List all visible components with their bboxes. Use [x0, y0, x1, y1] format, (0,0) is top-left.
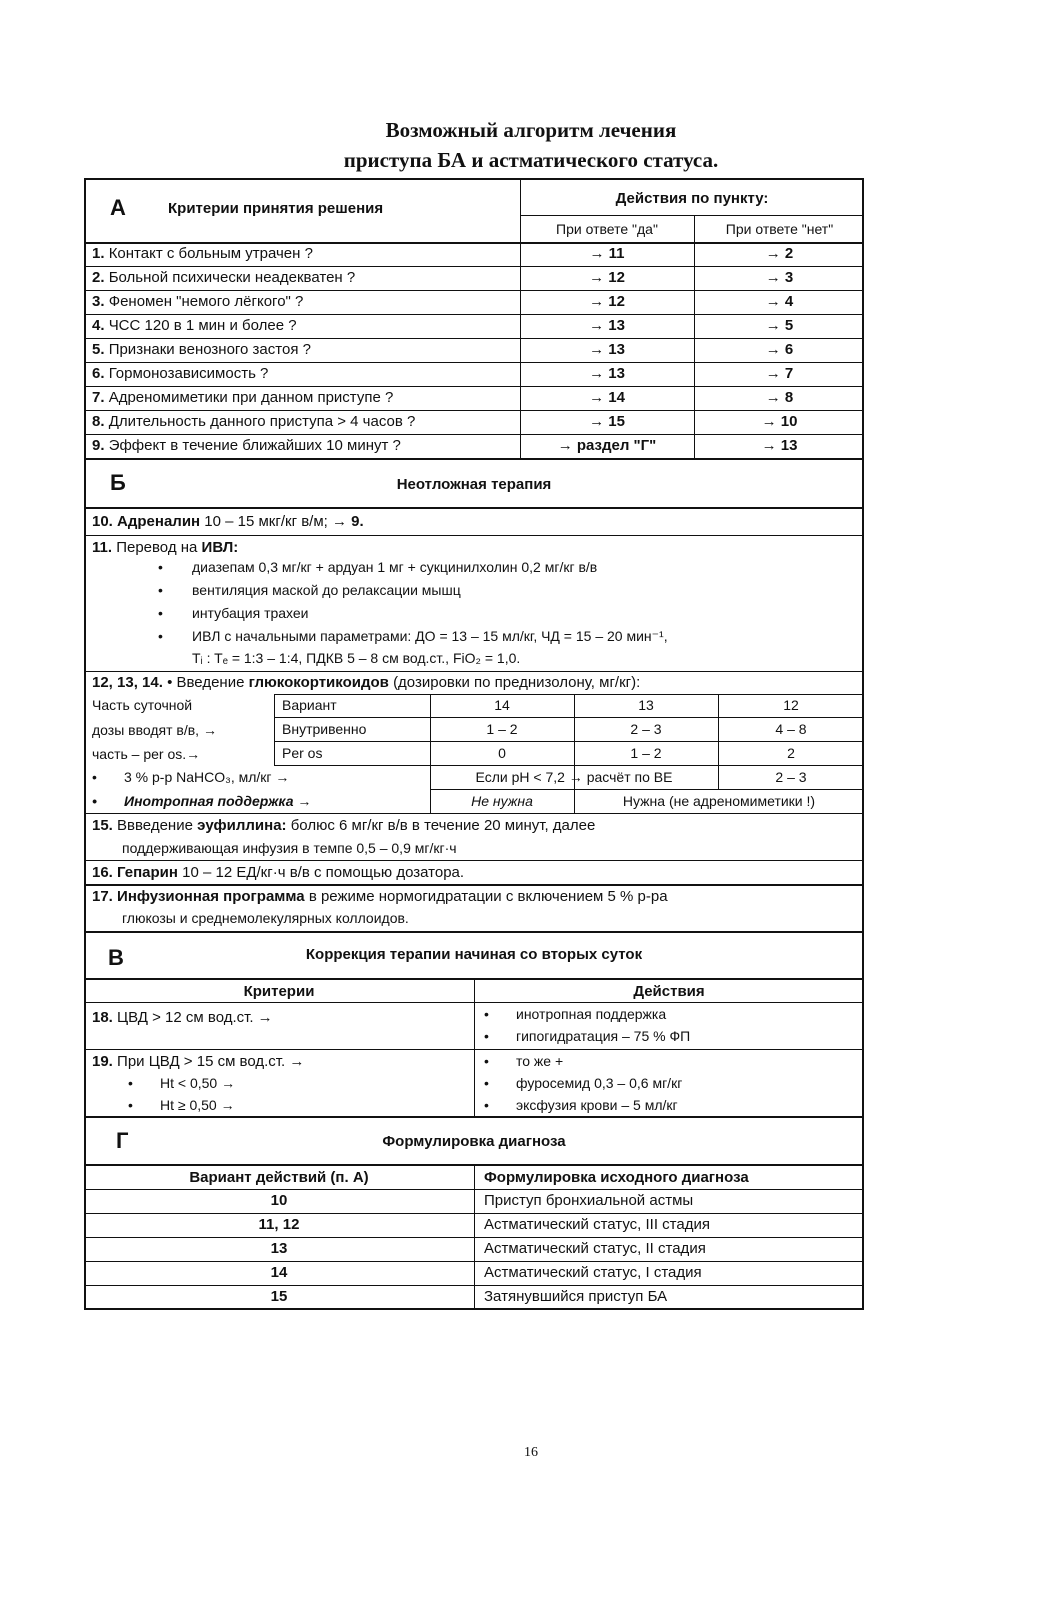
criterion-num: 9. [92, 437, 105, 454]
item-10-num: 10. [92, 513, 113, 530]
row-divider [84, 1285, 864, 1286]
item-10-drug: Адреналин [117, 513, 201, 530]
row-divider [84, 266, 864, 267]
item-11-num: 11. [92, 539, 113, 556]
section-v-heading: Коррекция терапии начиная со вторых суток [305, 946, 643, 963]
item-15-pre: Ввведение [117, 817, 193, 834]
dose-cell: 2 – 3 [630, 721, 662, 737]
title-line-2: приступа БА и астматического статуса. [343, 148, 719, 172]
section-a-letter: А [110, 195, 126, 220]
side-label-3: часть – per os.→ [92, 746, 201, 762]
no-action: → 10 [761, 413, 798, 430]
dose-cell: Per os [282, 745, 323, 761]
row-divider [84, 290, 864, 291]
variant-col-header: Вариант действий (п. А) [189, 1169, 369, 1186]
variant-cell: 11, 12 [258, 1216, 300, 1233]
ivl-step: диазепам 0,3 мг/кг + ардуан 1 мг + сукцинилхолин 0,2 мг/кг в/в [192, 559, 598, 575]
no-action: → 2 [765, 245, 794, 262]
diagnosis-cell: Затянувшийся приступ БА [484, 1288, 668, 1305]
criterion-num: 7. [92, 389, 105, 406]
side-label-1: Часть суточной [92, 697, 193, 713]
item-11-bold: ИВЛ: [201, 539, 239, 556]
criterion-text: Длительность данного приступа > 4 часов ? [108, 413, 416, 430]
item-16 [92, 864, 464, 881]
item-17 [92, 888, 668, 905]
yes-action: → 13 [589, 317, 625, 334]
bullet-icon: • [484, 1006, 489, 1022]
dose-cell: 1 – 2 [486, 721, 518, 737]
row-divider [84, 1237, 864, 1238]
no-action: → 5 [765, 317, 794, 334]
section-g-heading: Формулировка диагноза [382, 1133, 566, 1150]
criterion-row [92, 389, 393, 406]
inotrope-no: Не нужна [471, 793, 533, 809]
no-action: → 8 [765, 389, 794, 406]
criterion-row [92, 365, 268, 382]
item-11-text: Перевод на [116, 539, 198, 556]
soda-label [124, 769, 289, 785]
item-15-num: 15. [92, 817, 113, 834]
title-line-1: Возможный алгоритм лечения [385, 118, 677, 142]
criterion-row [92, 245, 313, 262]
criterion-text: Признаки венозного застоя ? [108, 341, 311, 358]
glucocorticoid-line [92, 674, 640, 691]
item-17-continuation: глюкозы и среднемолекулярных коллоидов. [122, 910, 409, 926]
item-15-continuation: поддерживающая инфузия в темпе 0,5 – 0,9 мг/кг·ч [122, 840, 457, 856]
variant-cell: 10 [270, 1192, 288, 1209]
criterion-text: Адреномиметики при данном приступе ? [108, 389, 394, 406]
yes-action: → 15 [589, 413, 625, 430]
section-g-letter: Г [116, 1128, 129, 1153]
variant-cell: 15 [270, 1288, 288, 1305]
bullet-icon: • [158, 628, 163, 644]
criterion-row [92, 341, 311, 358]
bullet-icon: • [128, 1097, 133, 1113]
bullet-icon: • [158, 559, 163, 575]
criterion-num: 1. [92, 245, 105, 262]
row-divider [84, 1213, 864, 1214]
variant-cell: 14 [270, 1264, 288, 1281]
inotrope-label [124, 793, 311, 809]
criterion-row [92, 317, 297, 334]
bullet-icon: • [128, 1075, 133, 1091]
item-16-text: 10 – 12 ЕД/кг·ч в/в с помощью дозатора. [182, 864, 465, 881]
criterion-text: Больной психически неадекватен ? [108, 269, 356, 286]
gc-post: (дозировки по преднизолону, мг/кг): [393, 674, 641, 691]
no-header: При ответе "нет" [725, 221, 834, 237]
variant-cell: 13 [270, 1240, 288, 1257]
no-action: → 6 [765, 341, 794, 358]
row-divider [84, 338, 864, 339]
row-divider [84, 386, 864, 387]
item-16-bold: Гепарин [117, 864, 178, 881]
row-divider [84, 362, 864, 363]
bullet-icon: • [158, 605, 163, 621]
item-11 [92, 539, 238, 556]
item-10-ref: 9. [351, 513, 364, 530]
row-divider [84, 410, 864, 411]
item-15-bold: эуфиллина: [197, 817, 287, 834]
gc-bold: глюкокортикоидов [248, 674, 389, 691]
dose-cell: 13 [638, 697, 654, 713]
item-10-text: 10 – 15 мкг/кг в/м; → [204, 513, 347, 530]
soda-label-text: 3 % р-р NaHCO₃, мл/кг → [124, 769, 290, 785]
bullet-icon: • [484, 1053, 489, 1069]
bullet-icon: • [484, 1028, 489, 1044]
action-item: эксфузия крови – 5 мл/кг [516, 1097, 678, 1113]
dose-cell: 0 [498, 745, 506, 761]
dose-cell: 2 [787, 745, 795, 761]
criterion-num: 4. [92, 317, 105, 334]
yes-action: → 11 [589, 245, 625, 262]
item-18-text: ЦВД > 12 см вод.ст. → [117, 1009, 273, 1026]
criterion-row [92, 293, 303, 310]
criterion-text: Феномен "немого лёгкого" ? [108, 293, 304, 310]
criterion-num: 3. [92, 293, 105, 310]
criterion-num: 2. [92, 269, 105, 286]
hematocrit-criterion: Ht < 0,50 → [160, 1075, 236, 1091]
row-divider [84, 434, 864, 435]
action-item: инотропная поддержка [516, 1006, 667, 1022]
diagnosis-cell: Приступ бронхиальной астмы [484, 1192, 694, 1209]
action-item: то же + [516, 1053, 564, 1069]
item-17-text: в режиме нормогидратации с включением 5 % р-ра [308, 888, 668, 905]
criterion-num: 6. [92, 365, 105, 382]
criterion-num: 8. [92, 413, 105, 430]
criterion-text: Гормонозависимость ? [108, 365, 269, 382]
section-b-heading: Неотложная терапия [396, 476, 552, 493]
hematocrit-criterion: Ht ≥ 0,50 → [160, 1097, 235, 1113]
gc-num: 12, 13, 14. [92, 674, 163, 691]
bullet-icon: • [484, 1097, 489, 1113]
criterion-text: ЧСС 120 в 1 мин и более ? [108, 317, 297, 334]
inotrope-label-text: Инотропная поддержка → [124, 793, 312, 809]
diagnosis-cell: Астматический статус, II стадия [484, 1240, 706, 1257]
criterion-num: 5. [92, 341, 105, 358]
yes-action: → 13 [589, 341, 625, 358]
dose-cell: 14 [494, 697, 510, 713]
diagnosis-col-header: Формулировка исходного диагноза [484, 1169, 749, 1186]
action-item: фуросемид 0,3 – 0,6 мг/кг [516, 1075, 683, 1091]
yes-action: → 13 [589, 365, 625, 382]
criteria-header: Критерии принятия решения [168, 200, 384, 217]
dose-cell: Вариант [282, 697, 337, 713]
yes-action: → раздел "Г" [557, 437, 657, 454]
dose-cell: 12 [783, 697, 799, 713]
section-b-letter: Б [110, 470, 126, 495]
bullet-icon: • [484, 1075, 489, 1091]
no-action: → 13 [761, 437, 798, 454]
no-action: → 4 [765, 293, 794, 310]
item-19-num: 19. [92, 1053, 113, 1070]
criterion-text: Эффект в течение ближайших 10 минут ? [108, 437, 401, 454]
item-18 [92, 1009, 273, 1026]
gc-pre: • Введение [167, 674, 245, 691]
criteria-col-header: Критерии [243, 983, 315, 1000]
item-19 [92, 1053, 304, 1070]
item-10 [92, 513, 364, 530]
item-17-bold: Инфузионная программа [117, 888, 305, 905]
yes-action: → 12 [589, 269, 625, 286]
soda-condition: Если pH < 7,2 → расчёт по ВЕ [475, 769, 673, 785]
ivl-step: интубация трахеи [192, 605, 309, 621]
action-item: гипогидратация – 75 % ФП [516, 1028, 691, 1044]
criterion-row [92, 437, 401, 454]
row-divider [84, 314, 864, 315]
item-19-text: При ЦВД > 15 см вод.ст. → [117, 1053, 305, 1070]
yes-header: При ответе "да" [556, 221, 658, 237]
yes-action: → 12 [589, 293, 625, 310]
criterion-text: Контакт с больным утрачен ? [108, 245, 313, 262]
item-11-continuation: Tᵢ : Tₑ = 1:3 – 1:4, ПДКВ 5 – 8 см вод.ст., FiO₂ = 1,0. [192, 650, 521, 666]
ivl-step: вентиляция маской до релаксации мышц [192, 582, 461, 598]
soda-value: 2 – 3 [775, 769, 807, 785]
item-17-num: 17. [92, 888, 113, 905]
diagnosis-cell: Астматический статус, I стадия [484, 1264, 702, 1281]
dose-cell: Внутривенно [282, 721, 367, 737]
bullet-icon: • [158, 582, 163, 598]
ivl-step: ИВЛ с начальными параметрами: ДО = 13 – 15 мл/кг, ЧД = 15 – 20 мин⁻¹, [192, 628, 668, 644]
criterion-row [92, 269, 355, 286]
dose-cell: 1 – 2 [630, 745, 662, 761]
item-15 [92, 817, 595, 834]
inotrope-yes: Нужна (не адреномиметики !) [622, 793, 816, 809]
criterion-row [92, 413, 415, 430]
page-number: 16 [524, 1445, 538, 1460]
no-action: → 3 [765, 269, 794, 286]
no-action: → 7 [765, 365, 794, 382]
row-divider [84, 1261, 864, 1262]
item-16-num: 16. [92, 864, 113, 881]
item-15-text: болюс 6 мг/кг в/в в течение 20 минут, далее [290, 817, 596, 834]
yes-action: → 14 [589, 389, 625, 406]
actions-col-header: Действия [633, 983, 705, 1000]
section-v-letter: В [108, 945, 124, 970]
item-18-num: 18. [92, 1009, 113, 1026]
dose-cell: 4 – 8 [775, 721, 807, 737]
side-label-2: дозы вводят в/в, → [92, 722, 217, 738]
diagnosis-cell: Астматический статус, III стадия [484, 1216, 710, 1233]
actions-header: Действия по пункту: [615, 190, 769, 207]
